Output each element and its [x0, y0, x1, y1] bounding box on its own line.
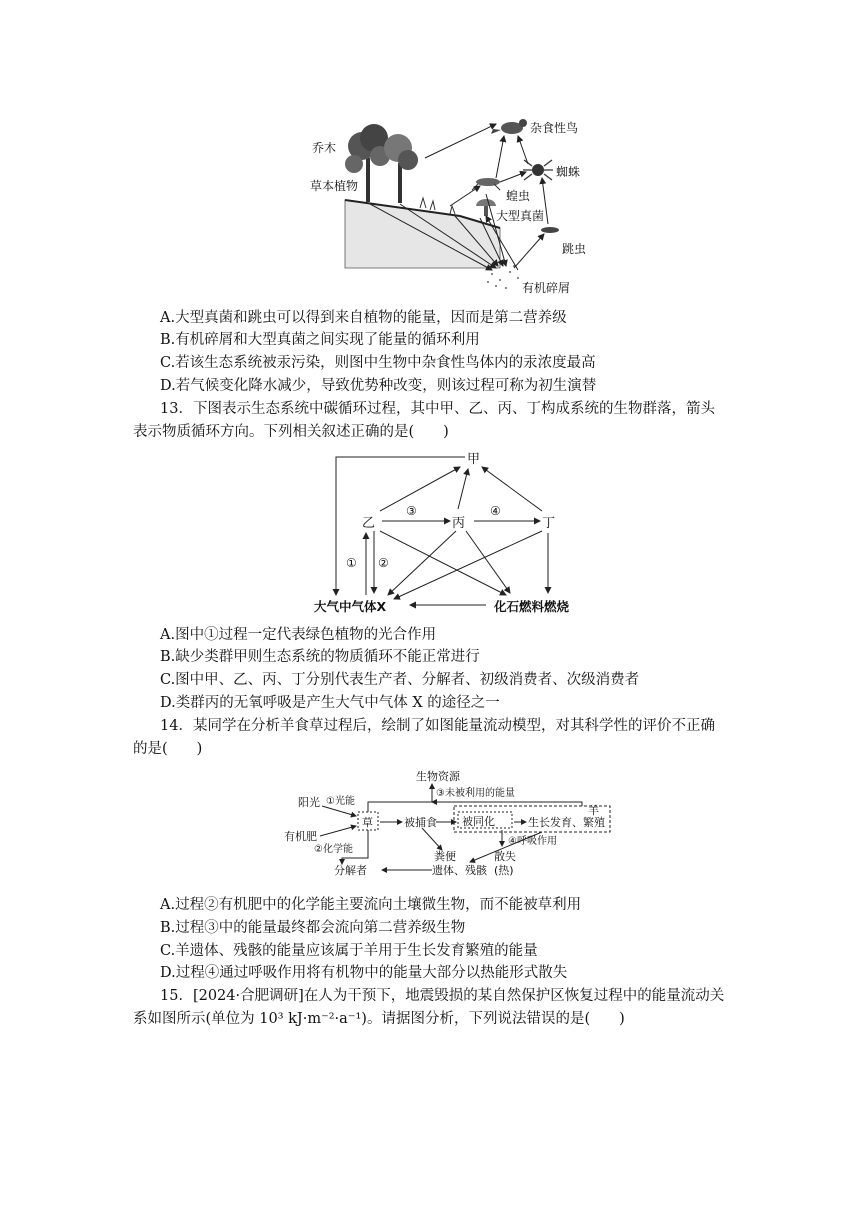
springtail-illustration [541, 227, 559, 233]
fungus-illustration [476, 199, 496, 216]
q12-option-d: D.若气候变化降水减少，导致优势种改变，则该过程可称为初生演替 [160, 378, 597, 394]
label-feces: 粪便 [434, 850, 456, 863]
label-assimilated: 被同化 [462, 815, 495, 828]
q12-option-b: B.有机碎屑和大型真菌之间实现了能量的循环利用 [160, 332, 480, 348]
node-yi: 乙 [362, 516, 376, 531]
node-ding: 丁 [542, 516, 556, 531]
label-tree: 乔木 [312, 141, 337, 155]
node-jia: 甲 [467, 452, 481, 467]
label-decomposer: 分解者 [334, 864, 367, 877]
label-bird: 杂食性鸟 [530, 121, 579, 135]
carbon-cycle-diagram [310, 447, 600, 617]
energy-flow-diagram [282, 766, 622, 888]
q13-option-a: A.图中①过程一定代表绿色植物的光合作用 [160, 627, 437, 643]
q14-option-c: C.羊遗体、残骸的能量应该属于羊用于生长发育繁殖的能量 [160, 943, 538, 959]
label-eaten: 被捕食 [404, 816, 437, 829]
q14-stem-line2: 的是( ) [133, 741, 203, 757]
q13-option-c: C.图中甲、乙、丙、丁分别代表生产者、分解者、初级消费者、次级消费者 [160, 672, 640, 688]
label-unused-energy: ③未被利用的能量 [436, 788, 515, 799]
process-2: ② [378, 556, 389, 570]
process-1: ① [346, 556, 357, 570]
node-bing: 丙 [452, 516, 466, 531]
label-sunlight: 阳光 [298, 796, 320, 809]
q14-stem-line1: 14．某同学在分析羊食草过程后，绘制了如图能量流动模型，对其科学性的评价不正确 [160, 718, 715, 734]
process-3: ③ [406, 504, 417, 518]
label-heat: (热) [494, 864, 514, 877]
label-growth: 生长发育、繁殖 [528, 816, 605, 829]
label-chem-energy: ②化学能 [314, 844, 353, 855]
label-locust: 蝗虫 [506, 189, 531, 203]
q12-option-a: A.大型真菌和跳虫可以得到来自植物的能量，因而是第二营养级 [160, 310, 567, 326]
q15-stem-line1: 15．[2024·合肥调研]在人为干预下，地震毁损的某自然保护区恢复过程中的能量流动关 [160, 988, 725, 1004]
food-web-figure [300, 108, 600, 300]
label-spider: 蜘蛛 [556, 165, 581, 179]
q13-option-d: D.类群丙的无氧呼吸是产生大气中气体 X 的途径之一 [160, 695, 500, 711]
node-air-x: 大气中气体X [314, 599, 387, 614]
label-respiration: ④呼吸作用 [508, 836, 557, 847]
label-springtail: 跳虫 [562, 242, 587, 256]
label-detritus: 有机碎屑 [522, 281, 571, 295]
detritus-illustration [487, 265, 527, 289]
label-fungus: 大型真菌 [496, 209, 545, 223]
q13-stem-line2: 表示物质循环方向。下列相关叙述正确的是( ) [133, 424, 449, 440]
q14-option-b: B.过程③中的能量最终都会流向第二营养级生物 [160, 920, 466, 936]
label-fertilizer: 有机肥 [284, 830, 317, 843]
q13-stem-line1: 13．下图表示生态系统中碳循环过程，其中甲、乙、丙、丁构成系统的生物群落，箭头 [160, 401, 715, 417]
q12-option-c: C.若该生态系统被汞污染，则图中生物中杂食性鸟体内的汞浓度最高 [160, 355, 596, 371]
label-herb: 草本植物 [310, 179, 359, 193]
q14-option-d: D.过程④通过呼吸作用将有机物中的能量大部分以热能形式散失 [160, 965, 568, 981]
label-grass: 草 [362, 816, 373, 829]
label-dissipate: 散失 [494, 850, 516, 863]
process-4: ④ [490, 504, 501, 518]
label-sheep: 羊 [588, 804, 599, 817]
label-bio-resource: 生物资源 [416, 770, 460, 783]
bird-illustration [491, 119, 527, 134]
q14-option-a: A.过程②有机肥中的化学能主要流向土壤微生物，而不能被草利用 [160, 897, 582, 913]
label-light-energy: ①光能 [326, 796, 355, 807]
q15-stem-line2: 系如图所示(单位为 10³ kJ·m⁻²·a⁻¹)。请据图分析，下列说法错误的是( ) [133, 1011, 625, 1027]
q13-option-b: B.缺少类群甲则生态系统的物质循环不能正常进行 [160, 649, 480, 665]
label-remains: 遗体、残骸 [432, 864, 487, 877]
node-fossil: 化石燃料燃烧 [494, 599, 570, 614]
